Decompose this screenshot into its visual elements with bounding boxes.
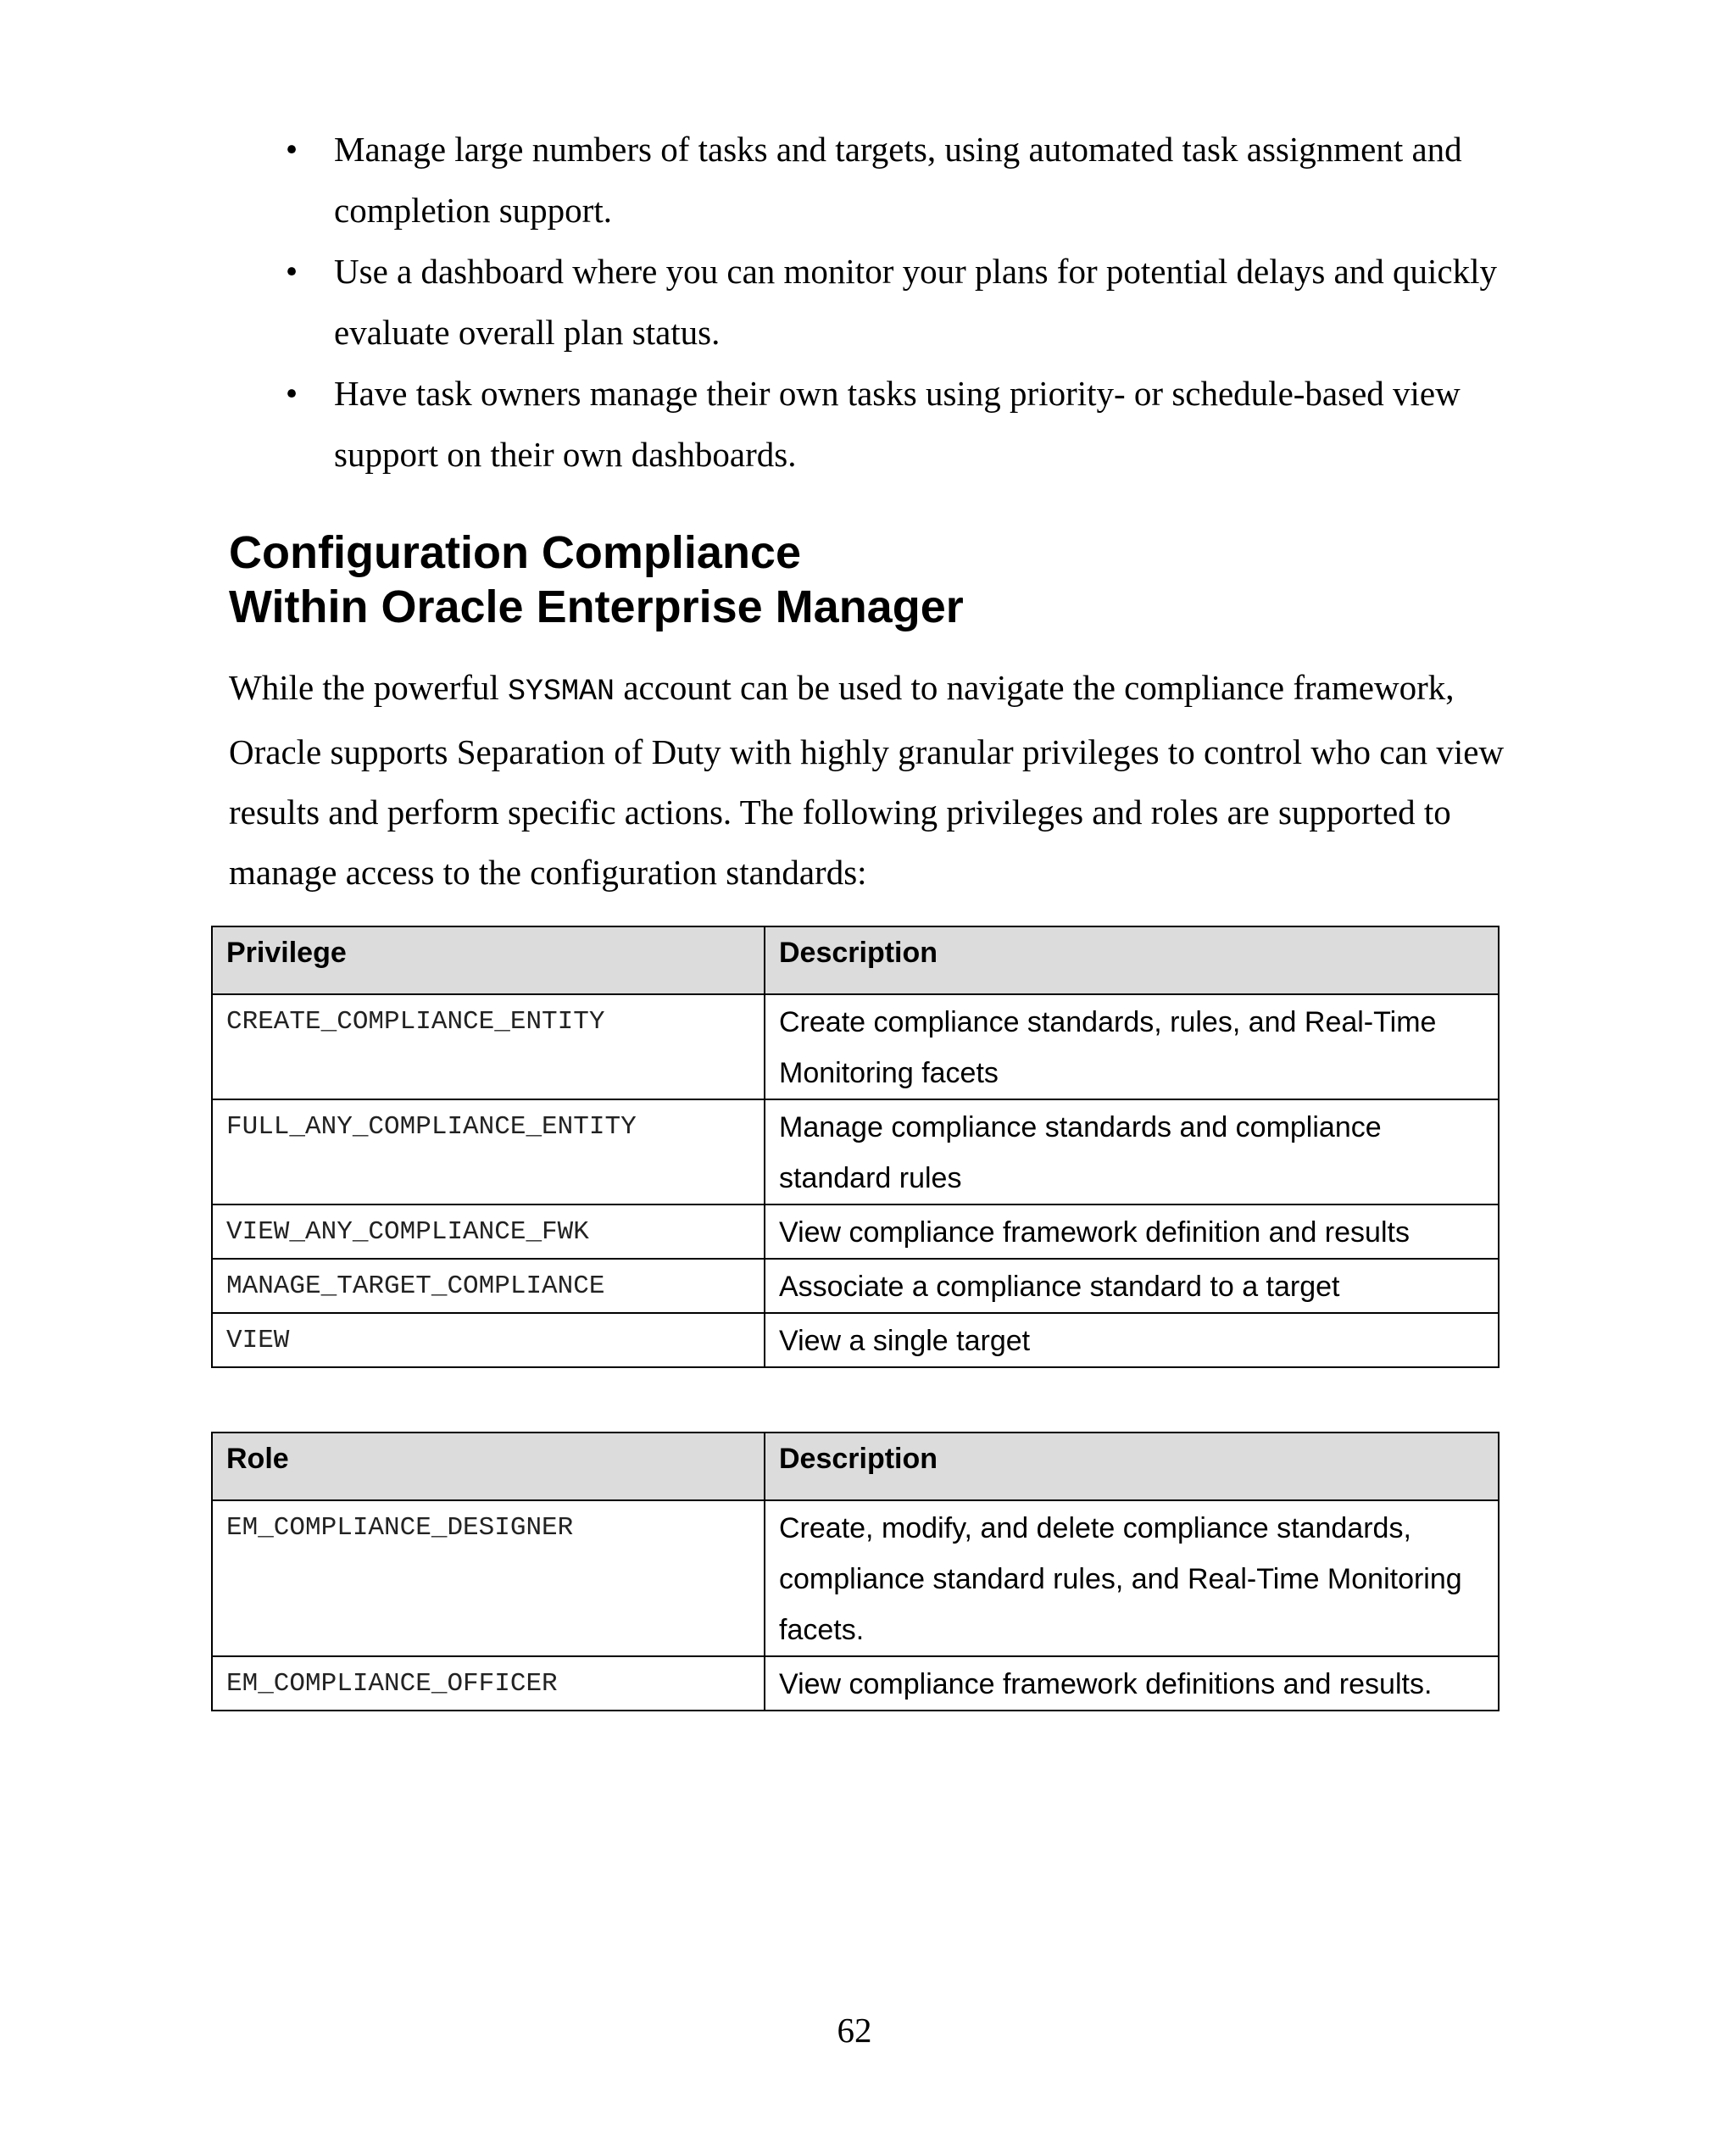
privilege-description: Manage compliance standards and compliance standard rules [765,1099,1499,1204]
privilege-description: Associate a compliance standard to a target [765,1259,1499,1313]
table-header-row [212,1433,1499,1500]
privilege-name: MANAGE_TARGET_COMPLIANCE [212,1259,765,1313]
table-row [212,1313,1499,1367]
bullet-item [273,363,1519,485]
intro-text-after: account can be used to navigate the compliance framework, Oracle supports Separation of Duty with highly granular privileges to control who can view results and perform specific actions. The following privileges and roles are supported to manage access to the configuration standards: [229,668,1505,892]
table-row [212,994,1499,1099]
bullet-icon: • [285,252,298,291]
role-description: View compliance framework definitions and results. [765,1656,1499,1711]
role-name: EM_COMPLIANCE_OFFICER [212,1656,765,1711]
table-header-row [212,926,1499,994]
privilege-name: CREATE_COMPLIANCE_ENTITY [212,994,765,1099]
role-name: EM_COMPLIANCE_DESIGNER [212,1500,765,1656]
privilege-name: VIEW_ANY_COMPLIANCE_FWK [212,1204,765,1259]
description-column-header: Description [765,926,1499,994]
sysman-code: SYSMAN [508,675,615,709]
bullet-text: Use a dashboard where you can monitor your plans for potential delays and quickly evaluate overall plan status. [334,252,1497,352]
table-row [212,1204,1499,1259]
bullet-item [273,119,1519,241]
privileges-table [211,926,1500,1368]
bullet-icon: • [285,130,298,169]
intro-text-before: While the powerful [229,668,509,707]
privilege-column-header: Privilege [212,926,765,994]
role-description: Create, modify, and delete compliance standards, compliance standard rules, and Real-Time Monitoring facets. [765,1500,1499,1656]
table-row [212,1259,1499,1313]
role-column-header: Role [212,1433,765,1500]
table-row [212,1656,1499,1711]
section-heading [229,526,964,634]
bullet-text: Manage large numbers of tasks and targets, using automated task assignment and completion support. [334,130,1462,230]
bullet-item [273,241,1519,363]
bullet-text: Have task owners manage their own tasks using priority- or schedule-based view support on their own dashboards. [334,374,1461,474]
bullet-icon: • [285,374,298,413]
page-number: 62 [837,2011,872,2050]
privilege-description: View a single target [765,1313,1499,1367]
privilege-description: View compliance framework definition and results [765,1204,1499,1259]
section-heading-line-1: Configuration Compliance [229,527,801,578]
privilege-name: VIEW [212,1313,765,1367]
table-row [212,1500,1499,1656]
roles-table [211,1432,1500,1711]
description-column-header: Description [765,1433,1499,1500]
table-row [212,1099,1499,1204]
bullet-list [273,119,1519,485]
privilege-description: Create compliance standards, rules, and Real-Time Monitoring facets [765,994,1499,1099]
intro-paragraph [229,658,1526,903]
privilege-name: FULL_ANY_COMPLIANCE_ENTITY [212,1099,765,1204]
section-heading-line-2: Within Oracle Enterprise Manager [229,581,964,632]
